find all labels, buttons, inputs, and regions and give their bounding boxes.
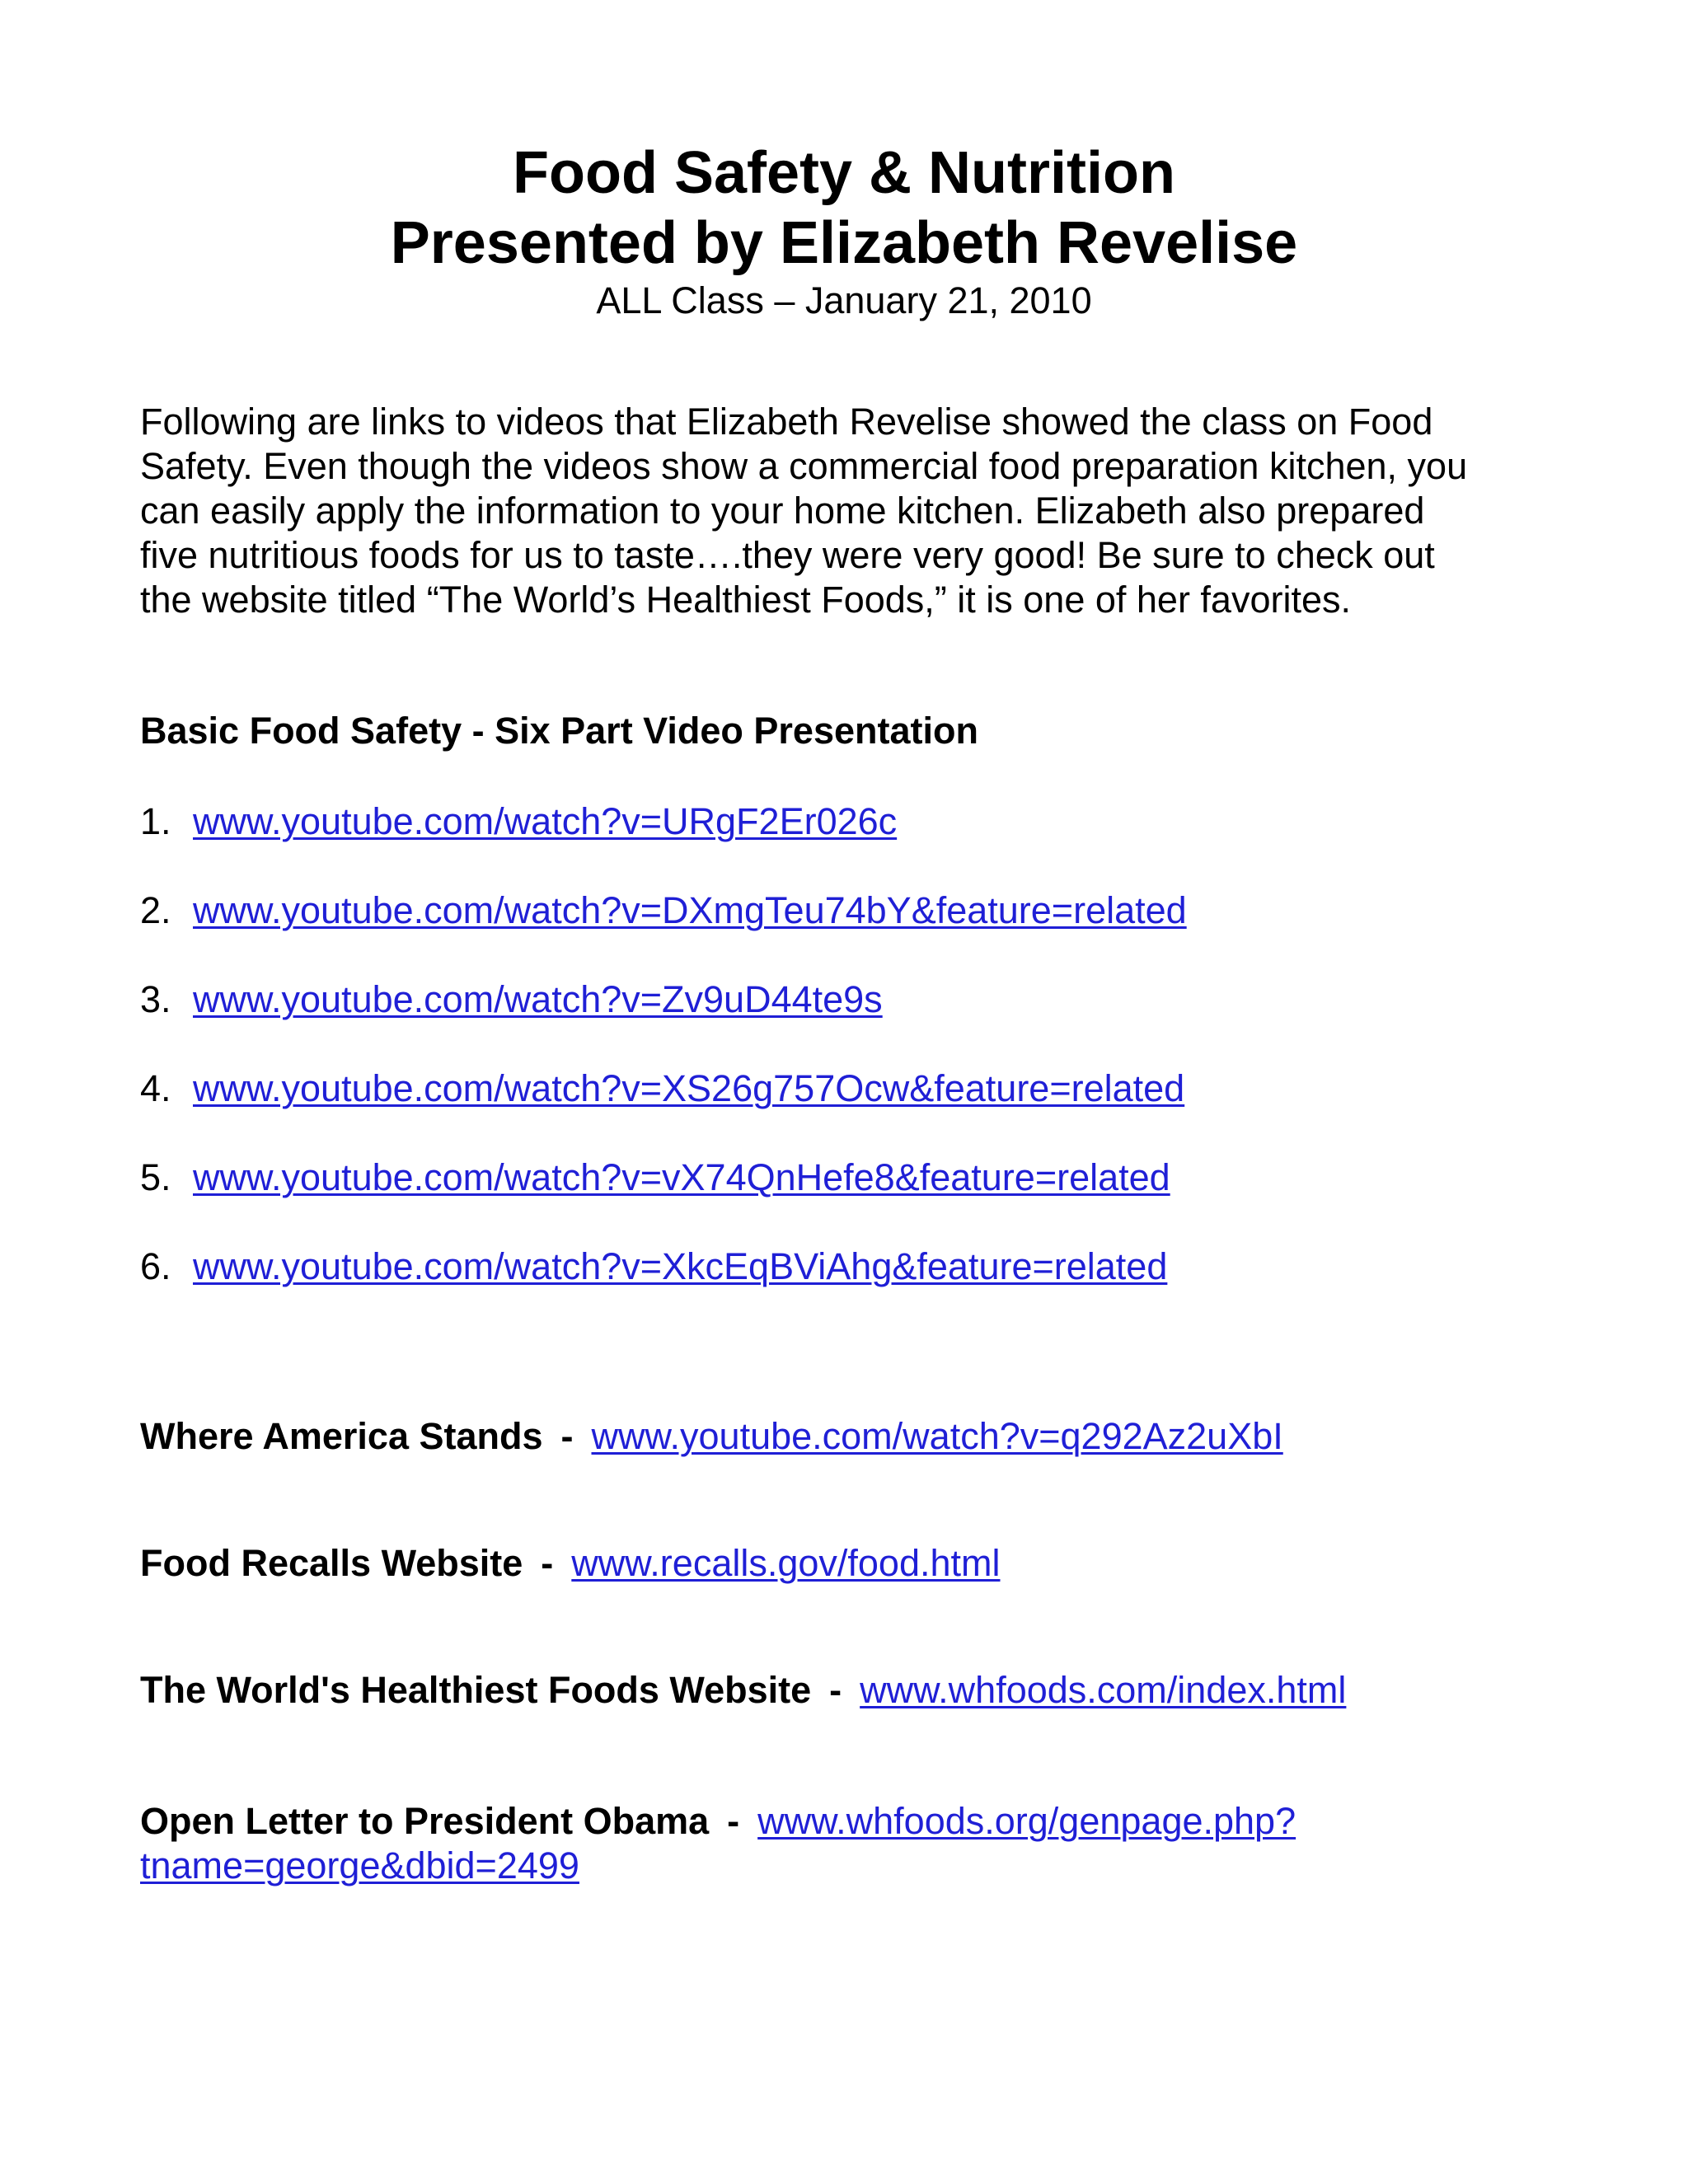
resource-link-food-recalls[interactable]: www.recalls.gov/food.html [571, 1542, 1001, 1584]
video-list-item [140, 1066, 1184, 1111]
resource-separator: - [727, 1800, 740, 1842]
resource-separator: - [560, 1415, 574, 1457]
video-link-4[interactable]: www.youtube.com/watch?v=XS26g757Ocw&feature=related [193, 1067, 1185, 1109]
video-link-3[interactable]: www.youtube.com/watch?v=Zv9uD44te9s [193, 978, 883, 1020]
resource-link-where-america-stands[interactable]: www.youtube.com/watch?v=q292Az2uXbI [591, 1415, 1283, 1457]
video-section-heading: Basic Food Safety - Six Part Video Presentation [140, 710, 978, 752]
video-link-1[interactable]: www.youtube.com/watch?v=URgF2Er026c [193, 800, 898, 842]
resource-open-letter [140, 1799, 1296, 1844]
list-number: 2. [140, 889, 171, 931]
list-number: 1. [140, 800, 171, 842]
video-list-item [140, 977, 883, 1022]
video-list-item [140, 888, 1187, 933]
resource-link-open-letter[interactable]: www.whfoods.org/genpage.php? [757, 1800, 1296, 1842]
page-subtitle-presenter: Presented by Elizabeth Revelise [390, 210, 1298, 276]
list-number: 4. [140, 1067, 171, 1109]
resource-label: The World's Healthiest Foods Website [140, 1669, 812, 1711]
list-number: 5. [140, 1156, 171, 1198]
intro-line: can easily apply the information to your home kitchen. Elizabeth also prepared [140, 490, 1425, 532]
video-list-item [140, 1155, 1170, 1200]
resource-label: Where America Stands [140, 1415, 543, 1457]
video-list-item [140, 799, 897, 844]
video-link-5[interactable]: www.youtube.com/watch?v=vX74QnHefe8&feature=related [193, 1156, 1170, 1198]
resource-link-open-letter-continued[interactable]: tname=george&dbid=2499 [140, 1844, 579, 1886]
resource-label: Food Recalls Website [140, 1542, 523, 1584]
intro-line: Safety. Even though the videos show a commercial food preparation kitchen, you [140, 445, 1468, 487]
page-title: Food Safety & Nutrition [513, 140, 1175, 206]
resource-open-letter-continued [140, 1844, 579, 1888]
video-link-6[interactable]: www.youtube.com/watch?v=XkcEqBViAhg&feature=related [193, 1245, 1168, 1287]
resource-separator: - [829, 1669, 842, 1711]
intro-paragraph [140, 400, 1558, 622]
list-number: 3. [140, 978, 171, 1020]
video-list-item [140, 1244, 1167, 1289]
intro-line: the website titled “The World’s Healthiest Foods,” it is one of her favorites. [140, 579, 1352, 621]
intro-line: five nutritious foods for us to taste….they were very good! Be sure to check out [140, 534, 1435, 576]
resource-healthiest-foods [140, 1668, 1346, 1713]
list-number: 6. [140, 1245, 171, 1287]
resource-label: Open Letter to President Obama [140, 1800, 710, 1842]
resource-food-recalls [140, 1541, 1001, 1586]
intro-line: Following are links to videos that Elizabeth Revelise showed the class on Food [140, 401, 1433, 443]
video-link-2[interactable]: www.youtube.com/watch?v=DXmgTeu74bY&feature=related [193, 889, 1187, 931]
class-date: ALL Class – January 21, 2010 [596, 279, 1092, 321]
resource-link-healthiest-foods[interactable]: www.whfoods.com/index.html [860, 1669, 1347, 1711]
resource-separator: - [541, 1542, 554, 1584]
resource-where-america-stands [140, 1414, 1283, 1459]
